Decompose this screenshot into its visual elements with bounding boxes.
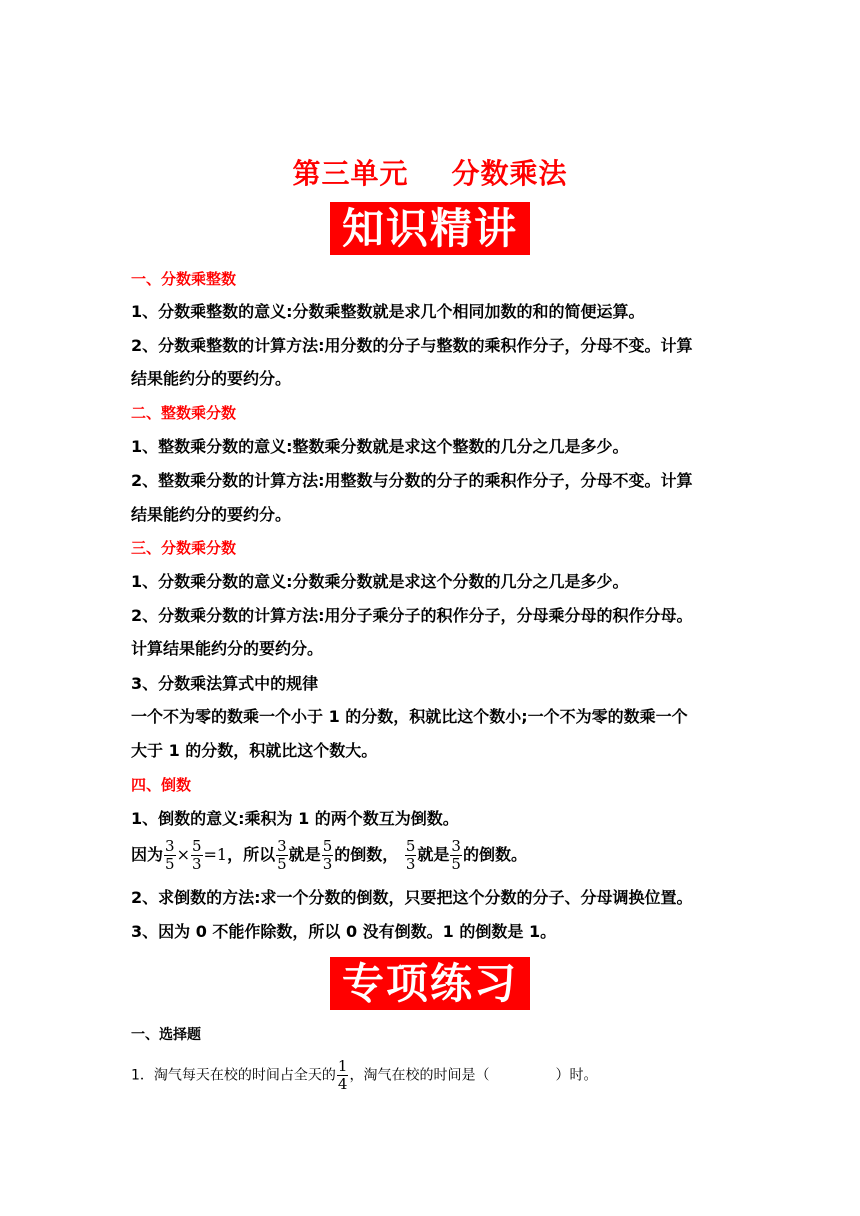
practice-heading: 一、选择题 <box>131 1027 201 1043</box>
page-title: 第三单元 分数乘法 <box>292 157 568 190</box>
paragraph: 3、分数乘法算式中的规律 <box>131 674 319 693</box>
knowledge-banner: 知识精讲 <box>330 202 530 255</box>
section-heading: 一、分数乘整数 <box>131 270 237 288</box>
example-text: 的倒数， <box>334 845 399 864</box>
example-text: ，所以 <box>227 845 276 864</box>
paragraph: 结果能约分的要约分。 <box>131 369 292 388</box>
equals-one: =1 <box>203 845 228 864</box>
fraction: $\frac{1}{4}$ <box>337 1057 348 1093</box>
section-heading: 四、倒数 <box>131 776 192 794</box>
paragraph: 计算结果能约分的要约分。 <box>131 639 324 658</box>
reciprocal-example <box>131 838 731 873</box>
fraction: $\frac{3}{5}$ <box>277 837 287 873</box>
fraction: $\frac{3}{5}$ <box>451 837 461 873</box>
question-1 <box>131 1058 731 1093</box>
example-text: 就是 <box>417 845 450 864</box>
example-text: 的倒数。 <box>462 845 527 864</box>
paragraph: 2、求倒数的方法:求一个分数的倒数，只要把这个分数的分子、分母调换位置。 <box>131 888 693 907</box>
paragraph: 2、分数乘整数的计算方法:用分数的分子与整数的乘积作分子，分母不变。计算 <box>131 336 693 355</box>
example-text: 就是 <box>288 845 321 864</box>
paragraph: 结果能约分的要约分。 <box>131 505 292 524</box>
fraction: $\frac{5}{3}$ <box>405 837 416 873</box>
fraction: $\frac{3}{5}$ <box>165 837 175 873</box>
section-heading: 三、分数乘分数 <box>131 539 237 557</box>
question-text: ，淘气在校的时间是（ <box>349 1067 490 1084</box>
paragraph: 大于 1 的分数，积就比这个数大。 <box>131 741 378 760</box>
paragraph: 一个不为零的数乘一个小于 1 的分数，积就比这个数小;一个不为零的数乘一个 <box>131 707 688 726</box>
paragraph: 1、分数乘分数的意义:分数乘分数就是求这个分数的几分之几是多少。 <box>131 572 629 591</box>
paragraph: 3、因为 0 不能作除数，所以 0 没有倒数。1 的倒数是 1。 <box>131 922 557 941</box>
section-heading: 二、整数乘分数 <box>131 404 237 422</box>
times-sign: × <box>176 845 190 864</box>
paragraph: 1、整数乘分数的意义:整数乘分数就是求这个整数的几分之几是多少。 <box>131 437 629 456</box>
fraction: $\frac{5}{3}$ <box>191 837 202 873</box>
practice-banner: 专项练习 <box>330 957 530 1010</box>
example-text: 因为 <box>131 845 164 864</box>
paragraph: 1、倒数的意义:乘积为 1 的两个数互为倒数。 <box>131 809 459 828</box>
fraction: $\frac{5}{3}$ <box>322 837 333 873</box>
question-text: 1．淘气每天在校的时间占全天的 <box>131 1067 336 1084</box>
paragraph: 2、分数乘分数的计算方法:用分子乘分子的积作分子，分母乘分母的积作分母。 <box>131 606 693 625</box>
paragraph: 2、整数乘分数的计算方法:用整数与分数的分子的乘积作分子，分母不变。计算 <box>131 471 693 490</box>
paragraph: 1、分数乘整数的意义:分数乘整数就是求几个相同加数的和的简便运算。 <box>131 302 645 321</box>
question-text: ）时。 <box>555 1067 598 1084</box>
